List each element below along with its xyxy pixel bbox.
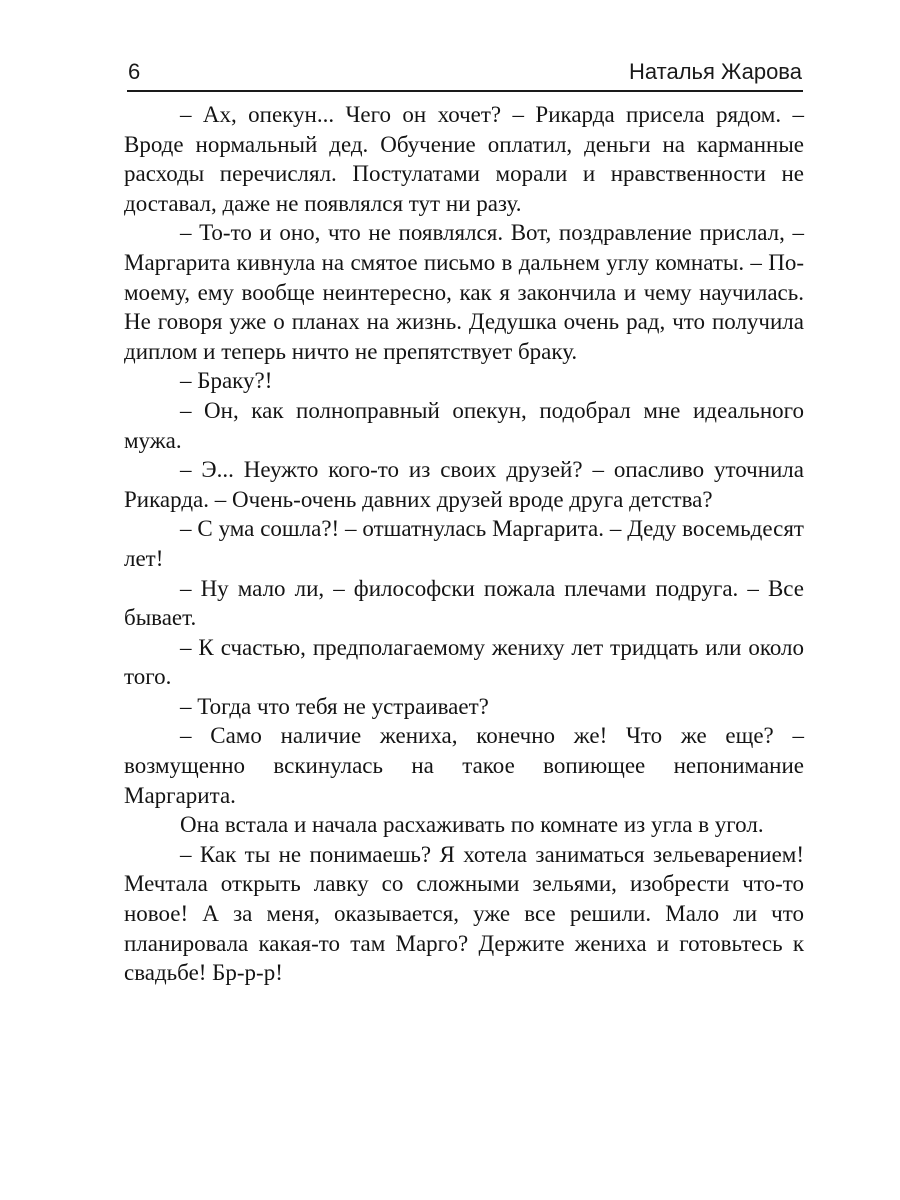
running-head-author: Наталья Жарова: [629, 59, 802, 84]
paragraph: Она встала и начала расхаживать по комнате из угла в угол.: [180, 812, 764, 838]
paragraph: – Браку?!: [180, 368, 273, 394]
paragraph: – Тогда что тебя не устраивает?: [180, 693, 489, 719]
paragraph: – Как ты не понимаешь? Я хотела заниматься зельеварением! Мечтала открыть лавку со сложными зельями, изобрести что-то новое! А за меня, оказывается, уже все решили. Мало ли что планировала какая-то там Марго? Держите жениха и готовьтесь к свадьбе! Бр-р-р!: [124, 841, 804, 986]
paragraph: – Само наличие жениха, конечно же! Что же еще? – возмущенно вскинулась на такое вопиющее непонимание Маргарита.: [124, 723, 804, 808]
body-text: [124, 100, 804, 988]
page-number: 6: [128, 59, 141, 84]
paragraph: – С ума сошла?! – отшатнулась Маргарита. – Деду восемьдесят лет!: [124, 516, 804, 571]
paragraph: – К счастью, предполагаемому жениху лет тридцать или около того.: [124, 634, 804, 690]
paragraph: – То-то и оно, что не появлялся. Вот, поздравление прислал, – Маргарита кивнула на смятое письмо в дальнем углу комнаты. – По-моему, ему вообще неинтересно, как я закончила и чему научилась. Не говоря уже о планах на жизнь. Дедушка очень рад, что получила диплом и теперь ничто не препятствует браку.: [124, 220, 804, 364]
paragraph: – Э... Неужто кого-то из своих друзей? – опасливо уточнила Рикарда. – Очень-очень давних друзей вроде друга детства?: [124, 457, 804, 512]
paragraph: – Ах, опекун... Чего он хочет? – Рикарда присела рядом. – Вроде нормальный дед. Обучение оплатил, деньги на карманные расходы перечислял. Постулатами морали и нравственности не доставал, даже не появлялся тут ни разу.: [124, 102, 804, 216]
paragraph: – Ну мало ли, – философски пожала плечами подруга. – Все бывает.: [124, 575, 804, 631]
paragraph: – Он, как полноправный опекун, подобрал мне идеального мужа.: [124, 397, 804, 453]
page-header: [127, 58, 803, 92]
